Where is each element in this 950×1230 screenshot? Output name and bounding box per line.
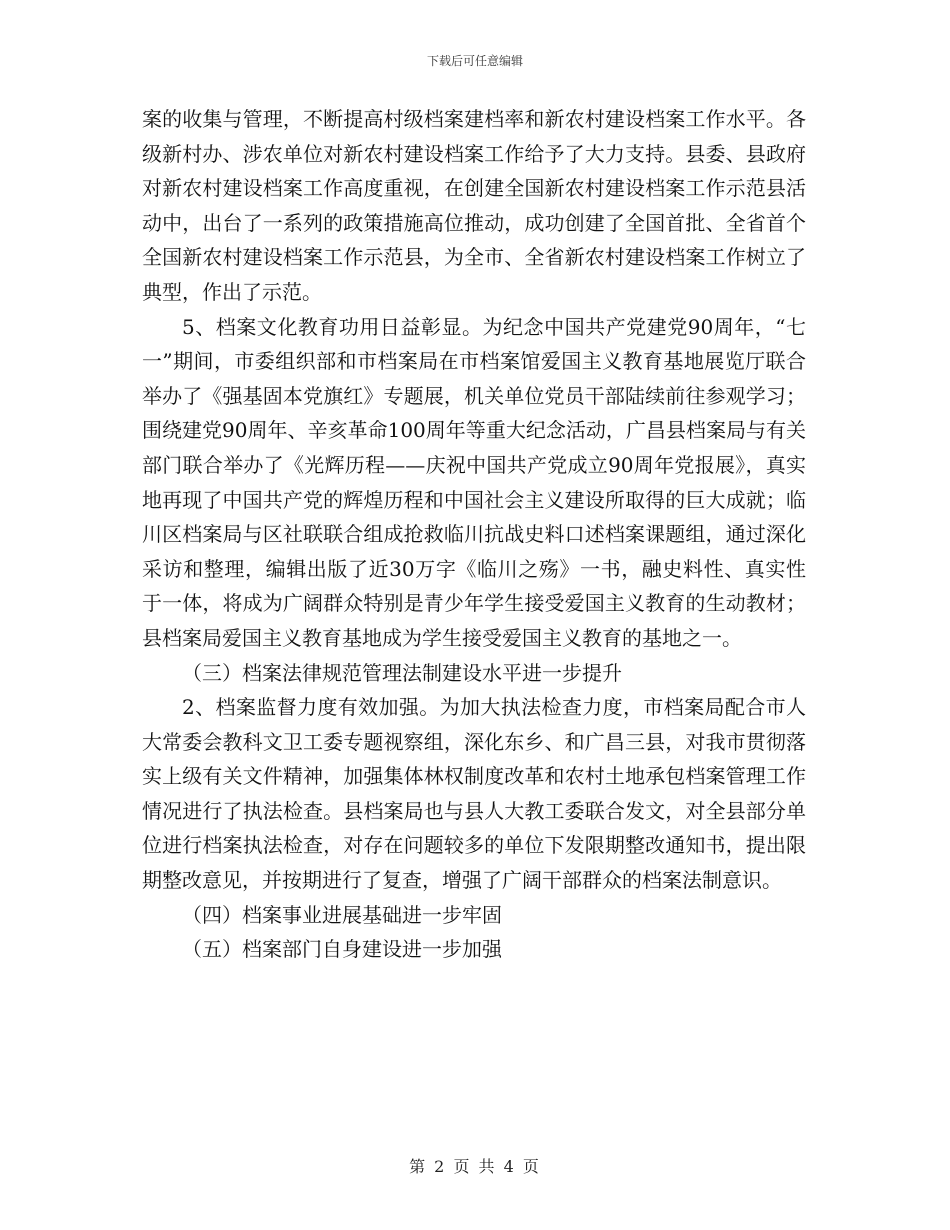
page-number: 第 2 页 共 4 页 (409, 1157, 541, 1176)
section-heading-3: （三）档案法律规范管理法制建设水平进一步提升 (182, 660, 622, 685)
section-heading-5: （五）档案部门自身建设进一步加强 (182, 937, 502, 962)
paragraph-continued: 案的收集与管理，不断提高村级档案建档率和新农村建设档案工作水平。各级新村办、涉农单位对新农村建设档案工作给予了大力支持。县委、县政府对新农村建设档案工作高度重视，在创建全国新农村建设档案工作示范县活动中，出台了一系列的政策措施高位推动，成功创建了全国首批、全省首个全国新农村建设档案工作示范县，为全市、全省新农村建设档案工作树立了典型，作出了示范。 (142, 107, 806, 304)
section-heading-4: （四）档案事业进展基础进一步牢固 (182, 902, 502, 927)
paragraph-archive-supervision: 2、档案监督力度有效加强。为加大执法检查力度，市档案局配合市人大常委会教科文卫工委专题视察组，深化东乡、和广昌三县，对我市贯彻落实上级有关文件精神，加强集体林权制度改革和农村土地承包档案管理工作情况进行了执法检查。县档案局也与县人大教工委联合发文，对全县部分单位进行档案执法检查，对存在问题较多的单位下发限期整改通知书，提出限期整改意见，并按期进行了复查，增强了广阔干部群众的档案法制意识。 (142, 695, 806, 893)
paragraph-archive-culture: 5、档案文化教育功用日益彰显。为纪念中国共产党建党90周年，“七一”期间，市委组织部和市档案局在市档案馆爱国主义教育基地展览厅联合举办了《强基固本党旗红》专题展，机关单位党员干部陆续前往参观学习；围绕建党90周年、辛亥革命100周年等重大纪念活动，广昌县档案局与有关部门联合举办了《光辉历程——庆祝中国共产党成立90周年党报展》，真实地再现了中国共产党的辉煌历程和中国社会主义建设所取得的巨大成就；临川区档案局与区社联联合组成抢救临川抗战史料口述档案课题组，通过深化采访和整理，编辑出版了近30万字《临川之殇》一书，融史料性、真实性于一体，将成为广阔群众特别是青少年学生接受爱国主义教育的生动教材；县档案局爱国主义教育基地成为学生接受爱国主义教育的基地之一。 (142, 314, 806, 650)
page-header: 下载后可任意编辑 (426, 54, 523, 68)
document-body (142, 102, 806, 967)
